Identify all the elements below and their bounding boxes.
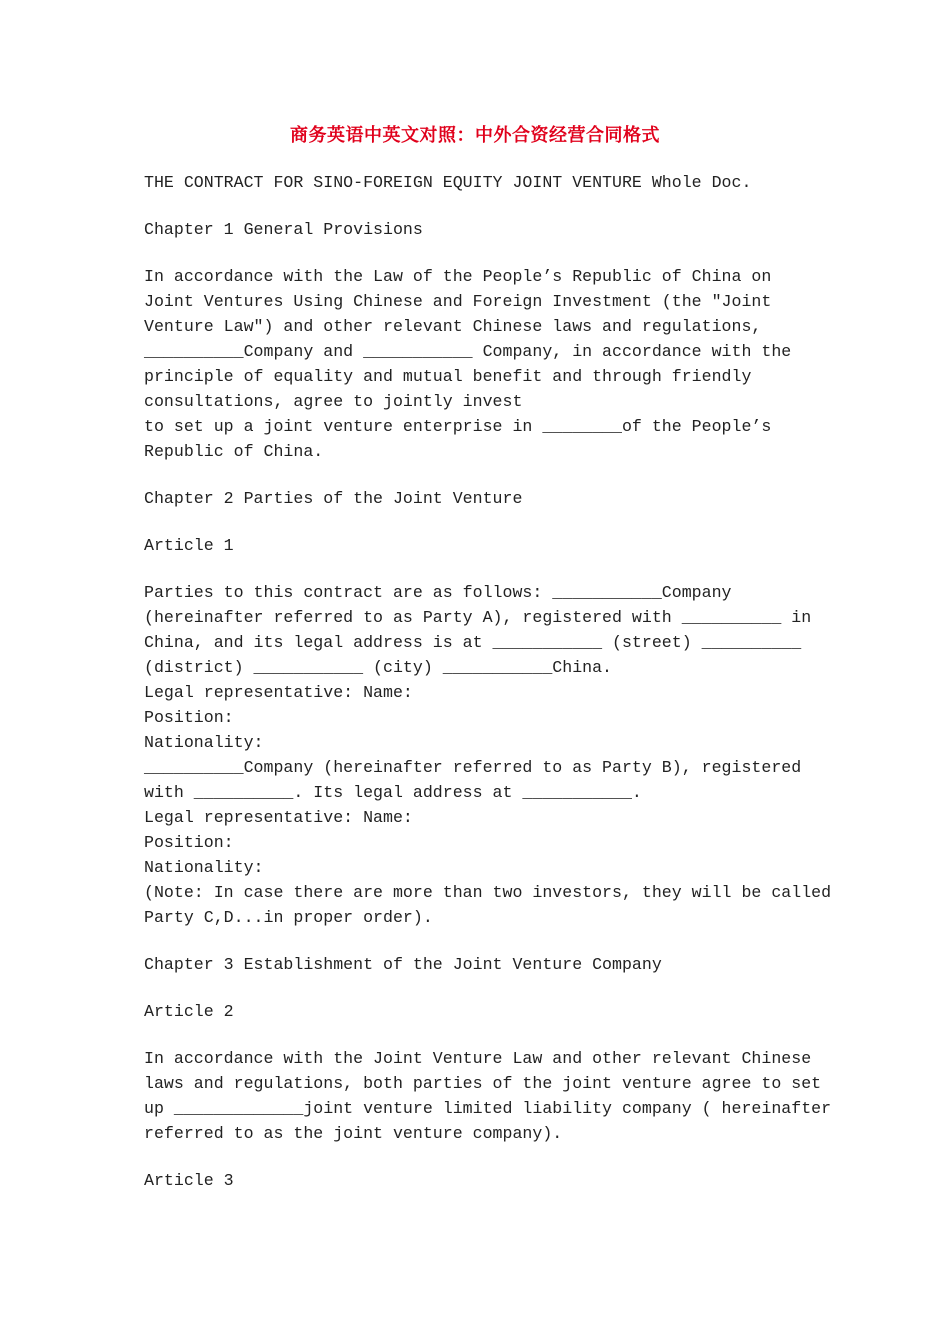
article-1-paragraph [144, 580, 832, 930]
chinese-title: 商务英语中英文对照：中外合资经营合同格式 [290, 125, 660, 146]
text-line: (hereinafter referred to as Party A), registered with __________ in [144, 608, 812, 627]
text-line: Party C,D...in proper order). [144, 908, 433, 927]
text-line: (Note: In case there are more than two investors, they will be called [144, 883, 832, 902]
text-line: Legal representative: Name: [144, 808, 413, 827]
article-2-heading: Article 2 [144, 1002, 234, 1021]
text-line: Legal representative: Name: [144, 683, 413, 702]
text-line: Venture Law") and other relevant Chinese laws and regulations, [144, 317, 762, 336]
text-line: with __________. Its legal address at ___________. [144, 783, 642, 802]
text-line: Joint Ventures Using Chinese and Foreign Investment (the "Joint [144, 292, 772, 311]
chapter-2-heading: Chapter 2 Parties of the Joint Venture [144, 489, 523, 508]
text-line: Republic of China. [144, 442, 324, 461]
text-line: Position: [144, 833, 234, 852]
article-1-heading: Article 1 [144, 536, 234, 555]
text-line: to set up a joint venture enterprise in ________of the People’s [144, 417, 772, 436]
text-line: consultations, agree to jointly invest [144, 392, 523, 411]
article-2-paragraph [144, 1046, 832, 1146]
text-line: In accordance with the Law of the People’s Republic of China on [144, 267, 772, 286]
text-line: Position: [144, 708, 234, 727]
text-line: principle of equality and mutual benefit and through friendly [144, 367, 752, 386]
document-body [144, 170, 832, 1215]
text-line: Nationality: [144, 733, 264, 752]
contract-title: THE CONTRACT FOR SINO-FOREIGN EQUITY JOINT VENTURE Whole Doc. [144, 173, 752, 192]
chapter-1-heading: Chapter 1 General Provisions [144, 220, 423, 239]
text-line: laws and regulations, both parties of the joint venture agree to set [144, 1074, 822, 1093]
text-line: China, and its legal address is at ___________ (street) __________ [144, 633, 802, 652]
text-line: __________Company and ___________ Company, in accordance with the [144, 342, 792, 361]
text-line: Parties to this contract are as follows: ___________Company [144, 583, 732, 602]
text-line: referred to as the joint venture company). [144, 1124, 563, 1143]
chapter-1-paragraph [144, 264, 824, 464]
text-line: __________Company (hereinafter referred to as Party B), registered [144, 758, 802, 777]
text-line: In accordance with the Joint Venture Law and other relevant Chinese [144, 1049, 812, 1068]
chapter-3-heading: Chapter 3 Establishment of the Joint Venture Company [144, 955, 662, 974]
article-3-heading: Article 3 [144, 1171, 234, 1190]
text-line: (district) ___________ (city) ___________China. [144, 658, 613, 677]
text-line: up _____________joint venture limited liability company ( hereinafter [144, 1099, 832, 1118]
text-line: Nationality: [144, 858, 264, 877]
